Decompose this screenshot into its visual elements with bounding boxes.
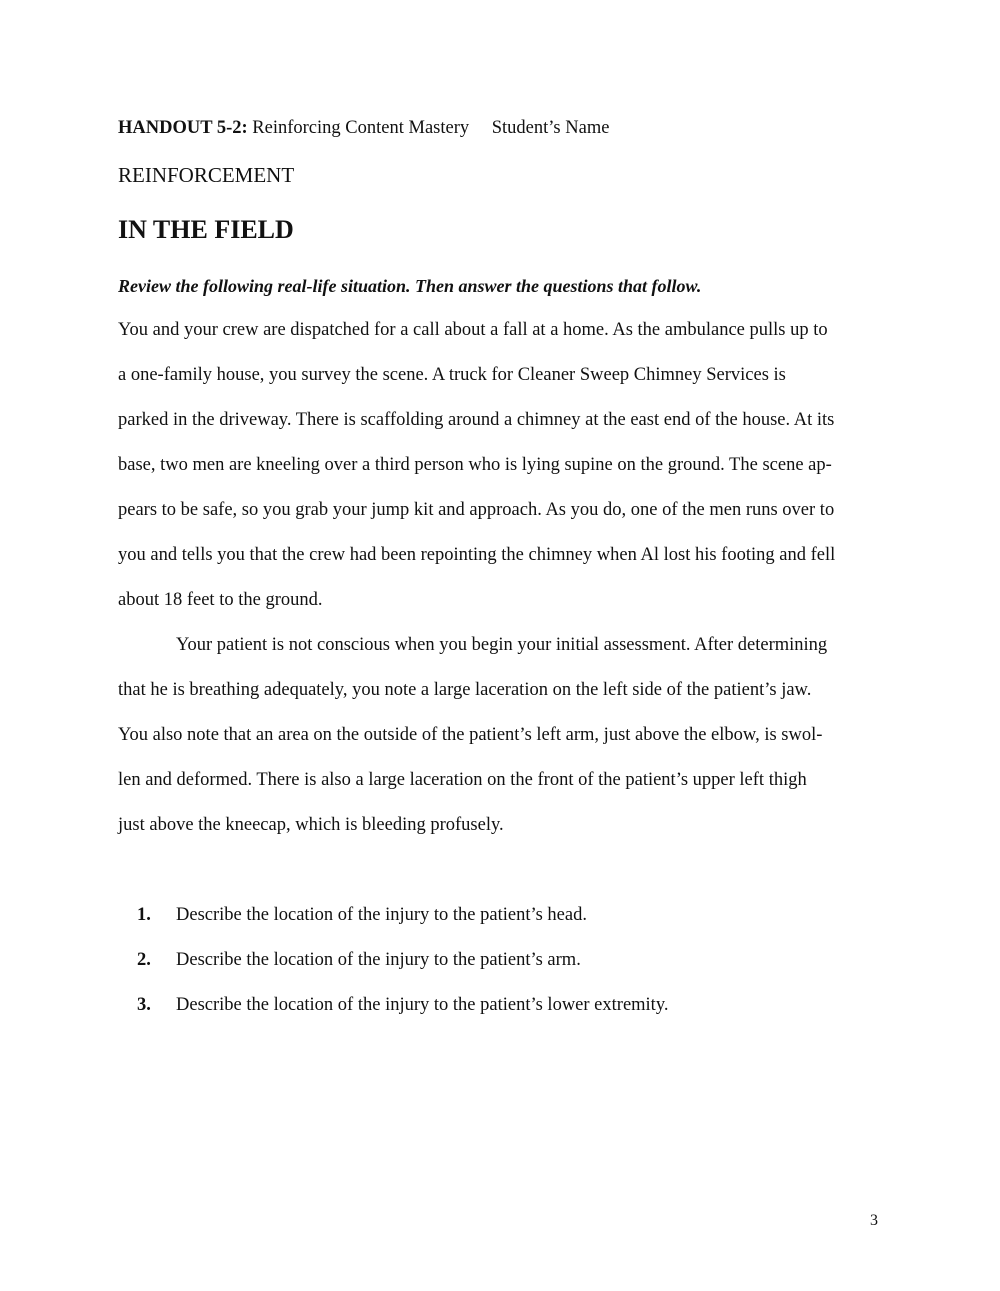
- question-text: Describe the location of the injury to the patient’s lower extremity.: [176, 995, 669, 1015]
- scenario-line: pears to be safe, so you grab your jump kit and approach. As you do, one of the men runs over to: [118, 500, 835, 520]
- handout-label: HANDOUT 5-2:: [118, 118, 248, 138]
- scenario-line: You also note that an area on the outside of the patient’s left arm, just above the elbow, is swol-: [118, 725, 823, 745]
- question-item: [118, 938, 669, 983]
- scenario-paragraph-1: [118, 308, 835, 623]
- handout-header: [118, 116, 609, 140]
- scenario-line: base, two men are kneeling over a third person who is lying supine on the ground. The scene ap-: [118, 455, 832, 475]
- page-title: IN THE FIELD: [118, 215, 294, 244]
- scenario-line: about 18 feet to the ground.: [118, 590, 323, 610]
- scenario-line: parked in the driveway. There is scaffolding around a chimney at the east end of the house. At its: [118, 410, 835, 430]
- question-number: 3.: [137, 995, 151, 1015]
- scenario-line: Your patient is not conscious when you begin your initial assessment. After determining: [176, 635, 828, 655]
- question-list: [118, 893, 669, 1028]
- question-item: [118, 983, 669, 1028]
- scenario-paragraph-2: [118, 623, 827, 848]
- scenario-line: You and your crew are dispatched for a call about a fall at a home. As the ambulance pulls up to: [118, 320, 828, 340]
- scenario-line: that he is breathing adequately, you note a large laceration on the left side of the patient’s jaw.: [118, 680, 812, 700]
- handout-title: Reinforcing Content Mastery: [252, 118, 470, 138]
- question-number: 2.: [137, 950, 151, 970]
- scenario-line: len and deformed. There is also a large laceration on the front of the patient’s upper left thigh: [118, 770, 807, 790]
- scenario-line: you and tells you that the crew had been repointing the chimney when Al lost his footing and fell: [118, 545, 836, 565]
- question-text: Describe the location of the injury to the patient’s head.: [176, 905, 587, 925]
- question-item: [118, 893, 669, 938]
- scenario-line: a one-family house, you survey the scene. A truck for Cleaner Sweep Chimney Services is: [118, 365, 786, 385]
- page-number: 3: [870, 1212, 878, 1229]
- question-number: 1.: [137, 905, 151, 925]
- scenario-line: just above the kneecap, which is bleeding profusely.: [118, 815, 504, 835]
- section-label: REINFORCEMENT: [118, 163, 295, 187]
- instructions: Review the following real-life situation. Then answer the questions that follow.: [118, 276, 702, 296]
- question-text: Describe the location of the injury to the patient’s arm.: [176, 950, 581, 970]
- student-name-label: Student’s Name: [491, 118, 610, 138]
